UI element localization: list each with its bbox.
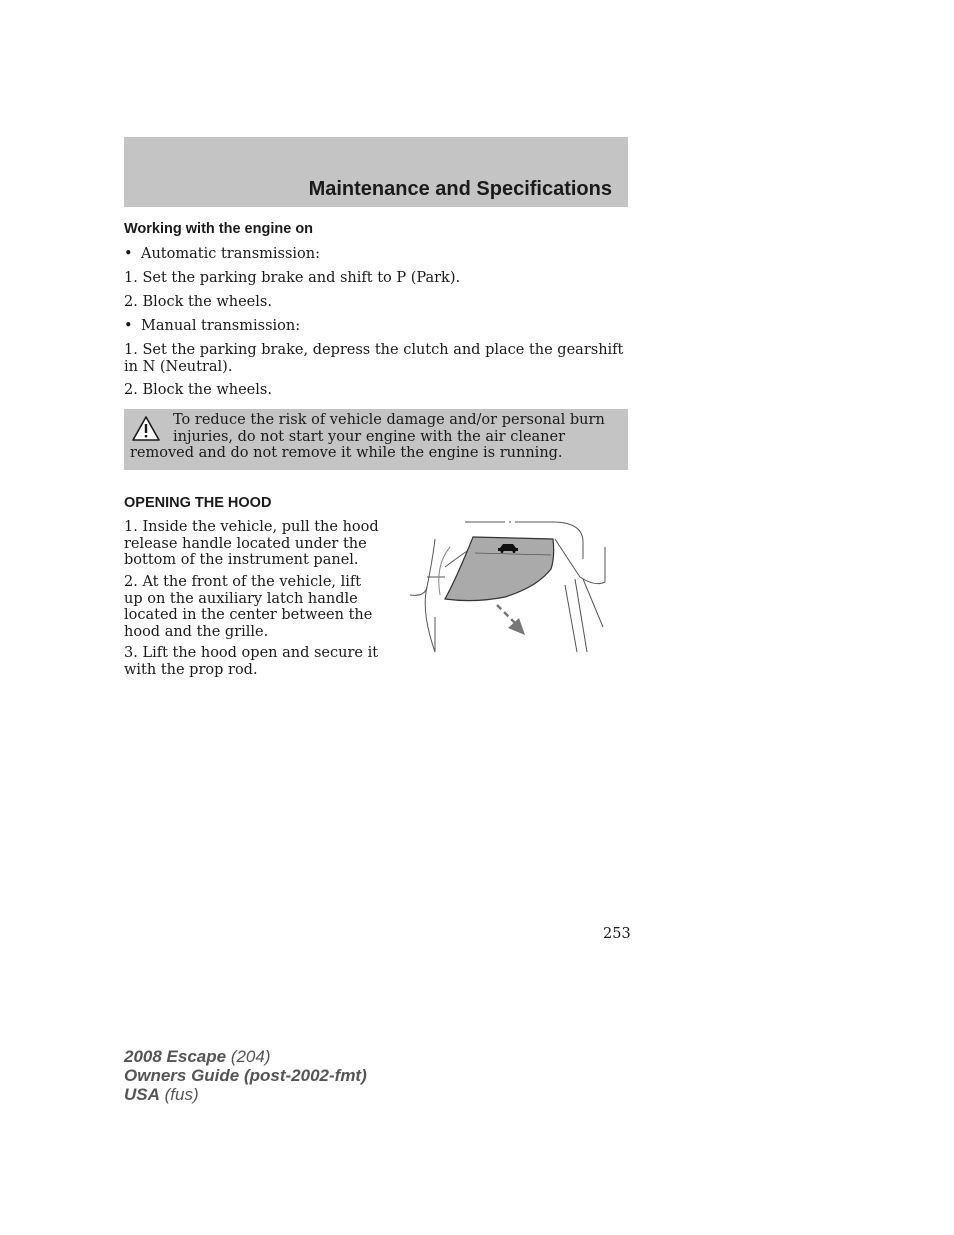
footer-guide: Owners Guide (post-2002-fmt) xyxy=(124,1066,367,1085)
hood-step-3: 3. Lift the hood open and secure it with the prop rod. xyxy=(124,645,379,678)
footer-market-code: (fus) xyxy=(159,1085,199,1104)
hood-release-handle-icon xyxy=(405,517,615,657)
footer-model-code: (204) xyxy=(226,1047,271,1066)
manual-step-1: 1. Set the parking brake, depress the clutch and place the gearshift in N (Neutral). xyxy=(124,342,624,375)
footer-model: 2008 Escape xyxy=(124,1047,227,1066)
hood-step-1: 1. Inside the vehicle, pull the hood release handle located under the bottom of the instrument panel. xyxy=(124,519,379,568)
manual-label: Manual transmission: xyxy=(141,318,301,334)
page-number: 253 xyxy=(603,926,631,942)
warning-box xyxy=(124,409,628,470)
bullet-manual xyxy=(124,318,300,335)
manual-step-2: 2. Block the wheels. xyxy=(124,382,272,398)
section-title: Maintenance and Specifications xyxy=(308,178,612,200)
footer-line-1 xyxy=(124,1047,367,1066)
bullet-glyph: • xyxy=(124,246,133,262)
bullet-automatic xyxy=(124,246,320,263)
footer-market: USA xyxy=(124,1085,160,1104)
automatic-label: Automatic transmission: xyxy=(141,246,320,262)
section-header-band xyxy=(124,137,628,207)
engine-on-heading: Working with the engine on xyxy=(124,221,314,237)
opening-hood-heading: OPENING THE HOOD xyxy=(124,495,272,511)
footer-line-2 xyxy=(124,1066,367,1085)
hood-step-2: 2. At the front of the vehicle, lift up on the auxiliary latch handle located in the center between the hood and the grille. xyxy=(124,574,373,640)
warning-text: To reduce the risk of vehicle damage and/or personal burn injuries, do not start your engine with the air cleaner removed and do not remove it while the engine is running. xyxy=(130,412,605,461)
automatic-step-2: 2. Block the wheels. xyxy=(124,294,272,310)
bullet-glyph: • xyxy=(124,318,133,334)
document-footer xyxy=(124,1047,367,1104)
footer-line-3 xyxy=(124,1085,367,1104)
automatic-step-1: 1. Set the parking brake and shift to P (Park). xyxy=(124,270,461,286)
